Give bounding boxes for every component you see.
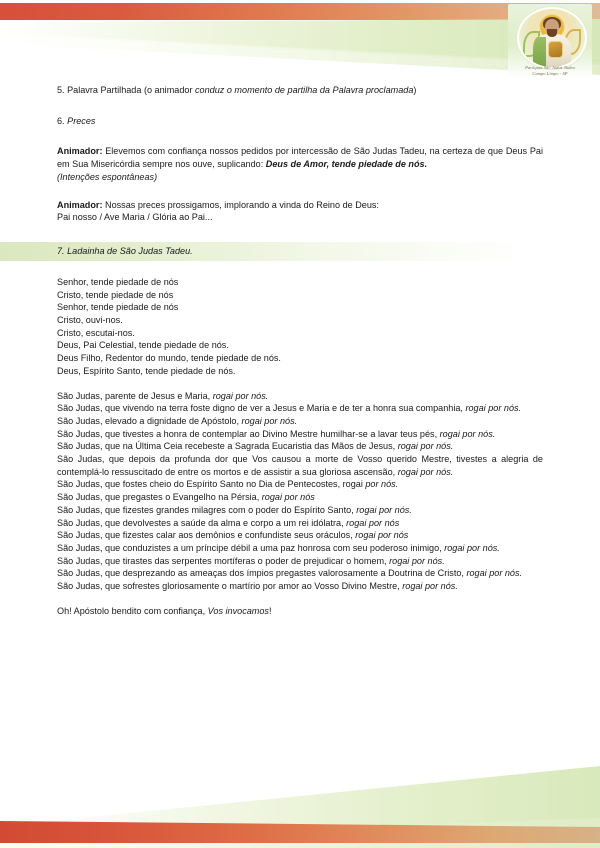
section-5-palavra-partilhada: [57, 84, 543, 97]
litany-line: Senhor, tende piedade de nós: [57, 276, 179, 287]
section-5-prefix: 5. Palavra Partilhada (o animador: [57, 85, 195, 95]
prayer-1-text: Elevemos com confiança nossos pedidos por intercessão de São Judas Tadeu, na certeza de que Deus Pai em Sua Misericórdia sempre nos ouve, suplicando:: [57, 146, 543, 170]
closing-text: Oh! Apóstolo bendito com confiança,: [57, 605, 208, 616]
prayer-animador-1: [57, 145, 543, 170]
litany-invocation: [57, 453, 543, 478]
section-7-label: 7. Ladainha de São Judas Tadeu.: [57, 246, 193, 257]
litany-line: Deus Filho, Redentor do mundo, tende piedade de nós.: [57, 353, 281, 364]
litany-closing-line: [57, 605, 543, 618]
invocation-response: rogai por nós.: [397, 466, 454, 477]
invocation-text: São Judas, elevado a dignidade de Apóstolo,: [57, 415, 242, 426]
invocation-response: rogai por nós.: [212, 390, 269, 401]
prayer-animador-2: [57, 199, 543, 212]
saint-jude-icon: [517, 7, 587, 69]
logo-caption-line1: Paróquia São Judas Tadeu: [525, 65, 575, 71]
litany-opening-list: [57, 276, 543, 378]
litany-invocation: [57, 529, 543, 542]
parish-logo: [508, 4, 592, 78]
section-5-suffix: ): [413, 85, 417, 95]
beard-shape: [547, 29, 557, 37]
invocation-response: rogai por nós.: [465, 403, 522, 414]
invocation-response: rogai por nós.: [466, 568, 523, 579]
invocation-text: São Judas, que fizestes grandes milagres com o poder do Espírito Santo,: [57, 504, 357, 515]
closing-italic: Vos invocamos: [207, 605, 269, 616]
litany-line: Senhor, tende piedade de nós: [57, 302, 179, 313]
invocation-response: rogai por nós: [346, 517, 400, 528]
litany-invocation: [57, 402, 543, 415]
invocation-response: rogai por nós.: [389, 555, 445, 566]
invocation-text: São Judas, que na Última Ceia recebeste a Sagrada Eucaristia das Mãos de Jesus,: [57, 441, 398, 452]
litany-invocation: [57, 491, 543, 504]
medallion-icon: [548, 41, 563, 58]
invocation-response: rogai por nós.: [397, 441, 454, 452]
litany-line: Cristo, ouvi-nos.: [57, 315, 123, 326]
litany-invocations-list: [57, 390, 543, 593]
litany-invocation: [57, 390, 543, 403]
invocation-text: São Judas, que depois da profunda dor que Vos causou a morte de Vosso querido Mestre, tivestes a alegria de contemplá-lo ressuscitado de entre os mortos e de assistir a sua gloriosa ascensão,: [57, 454, 543, 477]
logo-caption-line2: Campo Limpo - SP: [532, 70, 568, 76]
litany-line: Deus, Espírito Santo, tende piedade de nós.: [57, 365, 236, 376]
invocation-text: São Judas, que conduzistes a um príncipe débil a uma paz honrosa com seu poderoso inimigo,: [57, 542, 445, 553]
invocation-response: rogai por nós: [261, 492, 315, 503]
invocation-text: São Judas, que devolvestes a saúde da alma e corpo a um rei idólatra,: [57, 517, 347, 528]
invocation-response: rogai por nós.: [402, 581, 458, 592]
prayer-1-bold-italic: Deus de Amor, tende piedade de nós.: [265, 159, 428, 170]
litany-invocation: [57, 428, 543, 441]
invocation-text: São Judas, parente de Jesus e Maria,: [57, 390, 213, 401]
litany-line: Cristo, escutai-nos.: [57, 327, 135, 338]
invocation-text: São Judas, que fostes cheio do Espírito Santo no Dia de Pentecostes, rogai: [57, 479, 366, 490]
invocation-text: São Judas, que tivestes a honra de contemplar ao Divino Mestre humilhar-se a lavar teus pés,: [57, 428, 440, 439]
section-7-band: [0, 242, 600, 261]
prayer-1-note-text: (Intenções espontâneas): [57, 171, 158, 182]
litany-invocation: [57, 504, 543, 517]
litany-invocation: [57, 415, 543, 428]
invocation-response: rogai por nós.: [439, 428, 496, 439]
litany-invocation: [57, 440, 543, 453]
litany-invocation: [57, 555, 543, 568]
robe-green-shape: [533, 37, 546, 68]
litany-invocation: [57, 542, 543, 555]
invocation-text: São Judas, que fizestes calar aos demônios e confundiste seus oráculos,: [57, 530, 356, 541]
section-6-number: 6.: [57, 115, 68, 126]
prayer-1-note: [57, 171, 543, 184]
litany-line: Deus, Pai Celestial, tende piedade de nós.: [57, 340, 229, 351]
litany-closing: [57, 605, 543, 618]
closing-tail: !: [268, 605, 272, 616]
invocation-text: São Judas, que sofrestes gloriosamente o martírio por amor ao Vosso Divino Mestre,: [57, 581, 403, 592]
litany-invocation: [57, 517, 543, 530]
invocation-response: rogai por nós.: [241, 415, 298, 426]
section-5-italic: conduz o momento de partilha da Palavra proclamada: [195, 85, 414, 95]
litany-line: Cristo, tende piedade de nós: [57, 289, 174, 300]
invocation-text: São Judas, que pregastes o Evangelho na Pérsia,: [57, 492, 262, 503]
invocation-response: rogai por nós.: [356, 504, 412, 515]
invocation-text: São Judas, que tirastes das serpentes mortíferas o poder de prejudicar o homem,: [57, 555, 390, 566]
logo-caption: [508, 65, 592, 76]
litany-invocation: [57, 478, 543, 491]
invocation-response: rogai por nós.: [444, 542, 500, 553]
prayer-2-text: Nossas preces prossigamos, implorando a vinda do Reino de Deus:: [102, 199, 379, 210]
section-6-preces: [57, 115, 543, 128]
invocation-text: São Judas, que vivendo na terra foste digno de ver a Jesus e Maria e de ter a honra sua companhia,: [57, 403, 466, 414]
litany-invocation: [57, 567, 543, 580]
section-6-title: Preces: [67, 115, 96, 126]
litany-invocation: [57, 580, 543, 593]
document-content: [0, 84, 600, 618]
prayer-1-speaker: Animador:: [57, 146, 103, 157]
invocation-response: por nós.: [365, 479, 399, 490]
prayer-2-line2: Pai nosso / Ave Maria / Glória ao Pai...: [57, 212, 213, 223]
invocation-response: rogai por nós: [355, 530, 409, 541]
invocation-text: São Judas, que desprezando as ameaças dos ímpios pregastes valorosamente a Doutrina de Cristo,: [57, 568, 467, 579]
prayer-2-speaker: Animador:: [57, 199, 103, 210]
